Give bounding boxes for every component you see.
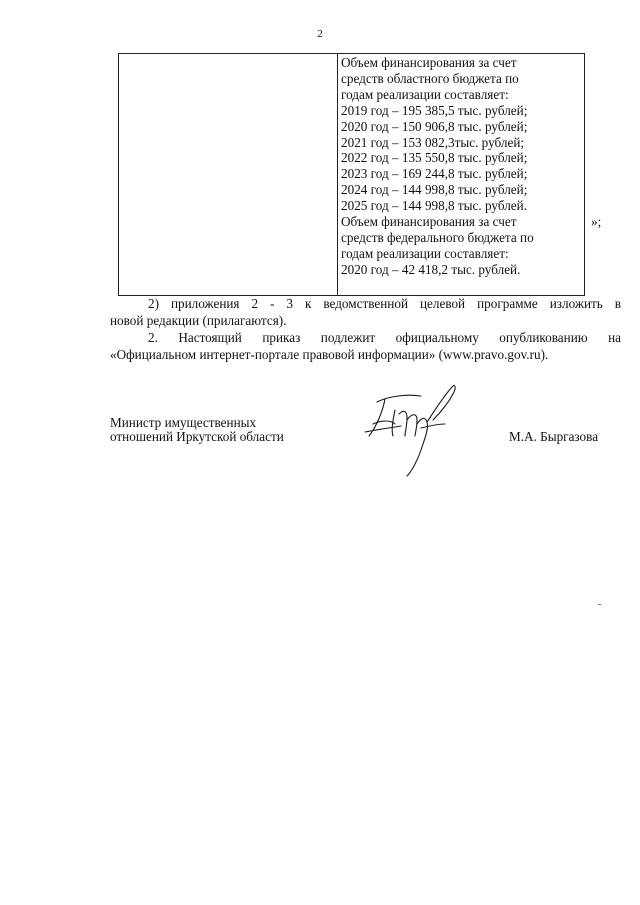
funding-line: средств областного бюджета по xyxy=(341,70,519,86)
paragraph-item-2 xyxy=(110,296,621,329)
table-right-cell xyxy=(341,54,584,278)
funding-line: 2023 год – 169 244,8 тыс. рублей; xyxy=(341,166,528,182)
funding-line: средств федерального бюджета по xyxy=(341,229,534,245)
paragraph-point-2 xyxy=(110,330,621,363)
funding-line: Объем финансирования за счет xyxy=(341,214,517,230)
funding-line: 2022 год – 135 550,8 тыс. рублей; xyxy=(341,150,528,166)
funding-line: 2024 год – 144 998,8 тыс. рублей; xyxy=(341,182,528,198)
paragraph-line: новой редакции (прилагаются). xyxy=(110,312,287,328)
closing-quote: »; xyxy=(591,214,602,229)
funding-line: 2019 год – 195 385,5 тыс. рублей; xyxy=(341,102,528,118)
paragraph-line: 2) приложения 2 - 3 к ведомственной целевой программе изложить в xyxy=(148,296,621,311)
page-number: 2 xyxy=(317,28,323,40)
paragraph-line: «Официальном интернет-портале правовой информации» (www.pravo.gov.ru). xyxy=(110,346,549,362)
signatory-title xyxy=(110,416,284,444)
funding-table xyxy=(118,53,585,296)
funding-line: 2020 год – 42 418,2 тыс. рублей. xyxy=(341,261,521,277)
signatory-title-line: Министр имущественных xyxy=(110,415,257,430)
funding-line: Объем финансирования за счет xyxy=(341,55,517,70)
signatory-title-line: отношений Иркутской области xyxy=(110,429,284,444)
funding-line: годам реализации составляет: xyxy=(341,86,509,102)
funding-line: 2025 год – 144 998,8 тыс. рублей. xyxy=(341,198,527,214)
paragraph-line: 2. Настоящий приказ подлежит официальному опубликованию на xyxy=(148,330,621,345)
funding-line: годам реализации составляет: xyxy=(341,245,509,261)
page-mark xyxy=(598,604,601,605)
funding-line: 2021 год – 153 082,3тыс. рублей; xyxy=(341,134,525,150)
signatory-name: М.А. Быргазова xyxy=(509,429,599,444)
funding-line: 2020 год – 150 906,8 тыс. рублей; xyxy=(341,118,528,134)
handwritten-signature xyxy=(355,380,465,480)
table-left-cell xyxy=(119,54,338,295)
